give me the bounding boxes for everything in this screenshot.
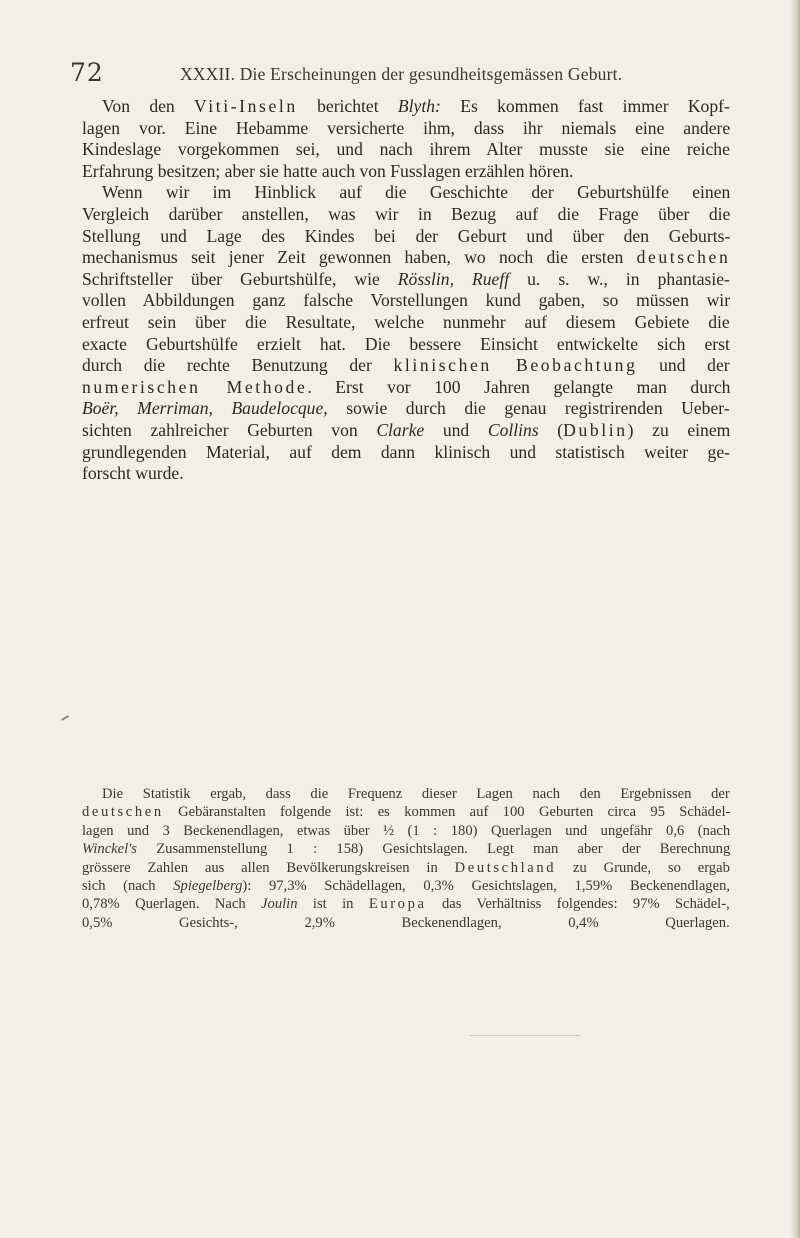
text-line: Vergleich darüber anstellen, was wir in Bezug auf die Frage über die [82, 203, 731, 224]
text-line: Von den Viti-Inseln berichtet Blyth: Es kommen fast immer Kopf- [102, 96, 730, 116]
text-line: 0,5% Gesichts-, 2,9% Beckenendlagen, 0,4% Querlagen. [82, 914, 730, 931]
text-line: 0,78% Querlagen. Nach Joulin ist in Europa das Verhältniss folgendes: 97% Schädel-, [82, 896, 730, 913]
text-line: Erfahrung besitzen; aber sie hatte auch von Fusslagen erzählen hören. [82, 160, 574, 181]
text-line: numerischen Methode. Erst vor 100 Jahren gelangte man durch [82, 376, 731, 397]
text-line: Stellung und Lage des Kindes bei der Geburt und über den Geburts- [82, 225, 731, 246]
text-line: exacte Geburtshülfe erzielt hat. Die bessere Einsicht entwickelte sich erst [82, 333, 730, 354]
text-line: Schriftsteller über Geburtshülfe, wie Rösslin, Rueff u. s. w., in phantasie- [82, 268, 730, 289]
paragraph-1 [82, 96, 730, 182]
paragraph-2 [82, 182, 730, 484]
text-line: grundlegenden Material, auf dem dann klinisch und statistisch weiter ge- [82, 441, 731, 462]
text-line: lagen und 3 Beckenendlagen, etwas über ½ (1 : 180) Querlagen und ungefähr 0,6 (nach [82, 822, 731, 839]
text-line: Wenn wir im Hinblick auf die Geschichte der Geburtshülfe einen [102, 182, 731, 203]
text-line: sichten zahlreicher Geburten von Clarke und Collins (Dublin) zu einem [82, 419, 731, 440]
text-line: deutschen Gebäranstalten folgende ist: es kommen auf 100 Geburten circa 95 Schädel- [82, 804, 731, 821]
body-text [82, 96, 730, 485]
text-line: Die Statistik ergab, dass die Frequenz dieser Lagen nach den Ergebnissen der [102, 786, 730, 802]
text-line: grössere Zahlen aus allen Bevölkerungskreisen in Deutschland zu Grunde, so ergab [82, 859, 730, 876]
section-divider [470, 1035, 580, 1036]
text-line: erfreut sein über die Resultate, welche nunmehr auf diesem Gebiete die [82, 311, 730, 332]
running-head: XXXII. Die Erscheinungen der gesundheitsgemässen Geburt. [180, 64, 623, 84]
text-line: Kindeslage vorgekommen sei, und nach ihrem Alter musste sie eine reiche [82, 139, 730, 160]
text-line: mechanismus seit jener Zeit gewonnen haben, wo noch die ersten deutschen [82, 247, 731, 268]
page-header [70, 58, 750, 92]
margin-mark [61, 715, 69, 721]
text-line: vollen Abbildungen ganz falsche Vorstellungen kund gaben, so müssen wir [82, 290, 731, 311]
text-line: Winckel's Zusammenstellung 1 : 158) Gesichtslagen. Legt man aber der Berechnung [82, 841, 731, 858]
text-line: durch die rechte Benutzung der klinischen Beobachtung und der [82, 355, 730, 376]
page-edge [790, 0, 800, 1238]
text-line: lagen vor. Eine Hebamme versicherte ihm, dass ihr niemals eine andere [82, 117, 731, 138]
text-line: Boër, Merriman, Baudelocque, sowie durch die genau registrirenden Ueber- [82, 398, 730, 419]
text-line: sich (nach Spiegelberg): 97,3% Schädellagen, 0,3% Gesichtslagen, 1,59% Beckenendlagen, [82, 878, 731, 895]
statistics-note [82, 785, 730, 932]
text-line: forscht wurde. [82, 463, 184, 484]
page-number: 72 [70, 58, 104, 87]
